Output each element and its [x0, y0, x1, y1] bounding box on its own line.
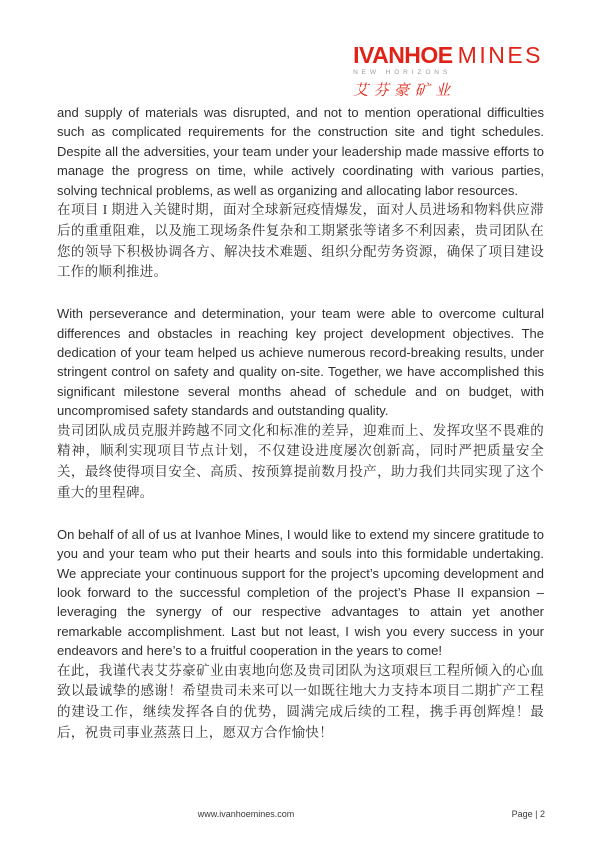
logo-wordmark [353, 44, 543, 67]
ivanhoe-mines-logo [353, 44, 543, 100]
logo-tagline: NEW HORIZONS [353, 69, 452, 76]
logo-wordmark-mines: MINES [457, 42, 543, 68]
letter-block-1 [57, 103, 544, 283]
letterhead [353, 44, 543, 100]
letter-block-2 [57, 304, 544, 504]
logo-chinese-name: 艾芬豪矿业 [353, 83, 456, 99]
paragraph-2-chinese: 贵司团队成员克服并跨越不同文化和标准的差异，迎难而上、发挥攻坚不畏难的精神，顺利实现项目节点计划，不仅建设进度屡次创新高，同时严把质量安全关，最终使得项目安全、高质、按预算提前数月投产，助力我们共同实现了这个重大的里程碑。 [57, 422, 544, 501]
page-footer [57, 808, 545, 824]
paragraph-3-chinese: 在此，我谨代表艾芬豪矿业由衷地向您及贵司团队为这项艰巨工程所倾入的心血致以最诚挚的感谢！希望贵司未来可以一如既往地大力支持本项目二期扩产工程的建设工作，继续发挥各自的优势，圆满完成后续的工程，携手再创辉煌！最后，祝贵司事业蒸蒸日上，愿双方合作愉快！ [57, 662, 544, 741]
footer-page-number: Page | 2 [511, 809, 545, 819]
paragraph-1-chinese: 在项目 I 期进入关键时期，面对全球新冠疫情爆发，面对人员进场和物料供应滞后的重重阻难，以及施工现场条件复杂和工期紧张等诸多不利因素，贵司团队在您的领导下积极协调各方、解决技术难题、组织分配劳务资源，确保了项目建设工作的顺利推进。 [57, 202, 544, 280]
paragraph-1-english: and supply of materials was disrupted, and not to mention operational difficulties such as complicated requirements for the construction site and tight schedules. Despite all the adversities, your team under your leadership made massive efforts to manage the progress on time, while actively coordinating with various parties, solving technical problems, as well as organizing and allocating labor resources. [57, 105, 544, 198]
letter-block-3 [57, 525, 544, 744]
paragraph-2-english: With perseverance and determination, your team were able to overcome cultural differences and obstacles in reaching key project development objectives. The dedication of your team helped us achieve numerous record-breaking results, under stringent control on safety and quality on-site. Together, we have accomplished this significant milestone several months ahead of schedule and on budget, with uncompromised safety standards and outstanding quality. [57, 306, 544, 419]
logo-wordmark-ivanhoe: IVANHOE [353, 42, 453, 68]
letter-body [57, 103, 544, 765]
paragraph-3-english: On behalf of all of us at Ivanhoe Mines, I would like to extend my sincere gratitude to you and your team who put their hearts and souls into this formidable undertaking. We appreciate your continuous support for the project’s upcoming development and look forward to the successful completion of the project’s Phase II expansion – leveraging the synergy of our respective advantages to attain yet another remarkable accomplishment. Last but not least, I wish you every success in your endeavors and here’s to a fruitful cooperation in the years to come! [57, 526, 544, 659]
footer-website: www.ivanhoemines.com [197, 809, 295, 819]
